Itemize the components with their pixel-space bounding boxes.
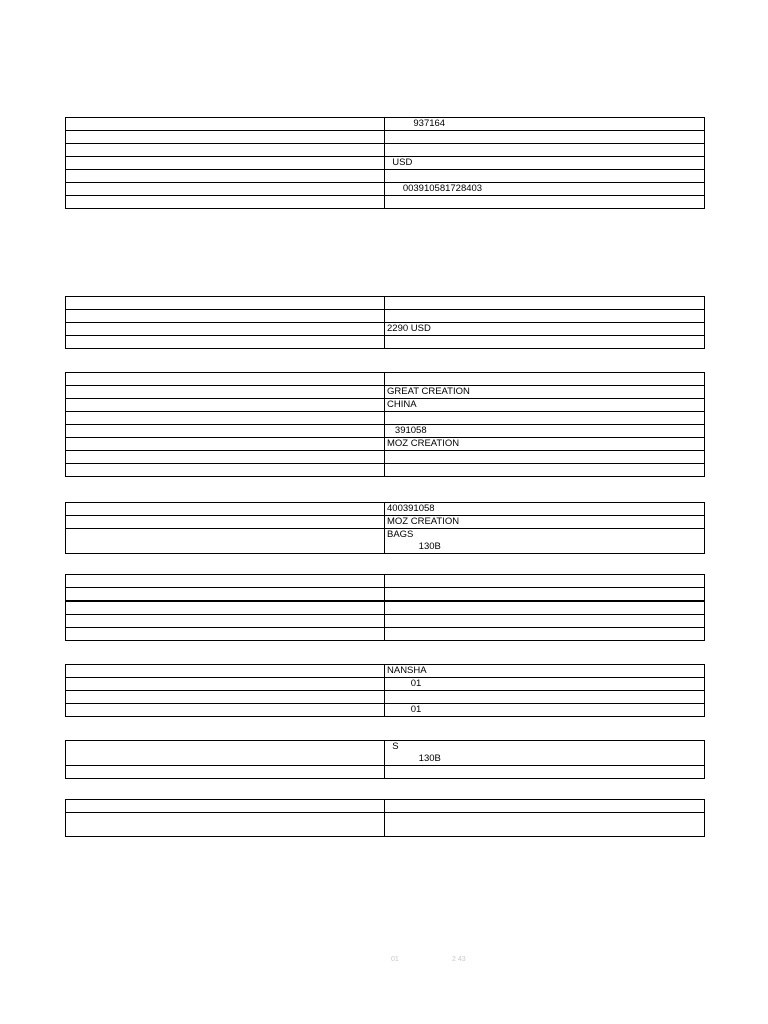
code-value: 391058 <box>385 425 705 438</box>
blank-label <box>66 615 385 628</box>
parties-label <box>66 451 385 464</box>
parties-label <box>66 438 385 451</box>
footer-left-text: 01 <box>391 956 399 963</box>
amount-label <box>66 297 385 310</box>
header-label <box>66 131 385 144</box>
final-value <box>385 813 705 837</box>
parties-label <box>66 464 385 477</box>
company-name-value: MOZ CREATION <box>385 516 705 529</box>
port-label <box>66 678 385 691</box>
blank-table <box>65 574 705 641</box>
amount-value <box>385 310 705 323</box>
amount-table <box>65 296 705 349</box>
blank-value <box>385 588 705 602</box>
parties-value <box>385 373 705 386</box>
size-extra-value <box>385 766 705 779</box>
parties-label <box>66 412 385 425</box>
header-value <box>385 144 705 157</box>
header-label <box>66 144 385 157</box>
final-label <box>66 800 385 813</box>
consignee-name-value: MOZ CREATION <box>385 438 705 451</box>
total-amount-value: 2290 USD <box>385 323 705 336</box>
amount-label <box>66 323 385 336</box>
port-code-value: 01 <box>385 678 705 691</box>
blank-value <box>385 601 705 615</box>
header-value: 937164 <box>385 118 705 131</box>
size-label <box>66 766 385 779</box>
port-code-value: 01 <box>385 704 705 717</box>
final-value <box>385 800 705 813</box>
blank-label <box>66 588 385 602</box>
final-table <box>65 799 705 837</box>
parties-value <box>385 412 705 425</box>
amount-value <box>385 336 705 349</box>
goods-label <box>66 529 385 554</box>
goods-label <box>66 503 385 516</box>
goods-description-value: BAGS 130B <box>385 529 705 554</box>
size-table <box>65 740 705 779</box>
port-label <box>66 704 385 717</box>
blank-value <box>385 628 705 641</box>
account-number-value: 400391058 <box>385 503 705 516</box>
amount-label <box>66 310 385 323</box>
port-label <box>66 665 385 678</box>
header-label <box>66 118 385 131</box>
port-name-value: NANSHA <box>385 665 705 678</box>
header-label <box>66 196 385 209</box>
port-label <box>66 691 385 704</box>
final-label <box>66 813 385 837</box>
header-value <box>385 170 705 183</box>
header-label <box>66 157 385 170</box>
header-label <box>66 170 385 183</box>
port-value <box>385 691 705 704</box>
size-value: S 130B <box>385 741 705 766</box>
port-table <box>65 664 705 717</box>
header-value <box>385 131 705 144</box>
header-table <box>65 117 705 209</box>
parties-label <box>66 425 385 438</box>
parties-label <box>66 373 385 386</box>
country-value: CHINA <box>385 399 705 412</box>
blank-label <box>66 601 385 615</box>
parties-label <box>66 399 385 412</box>
header-value <box>385 196 705 209</box>
goods-label <box>66 516 385 529</box>
blank-value <box>385 575 705 588</box>
footer-right-text: 2 43 <box>452 956 466 963</box>
goods-table <box>65 502 705 554</box>
parties-value <box>385 464 705 477</box>
parties-label <box>66 386 385 399</box>
parties-value <box>385 451 705 464</box>
shipper-name-value: GREAT CREATION <box>385 386 705 399</box>
currency-value: USD <box>385 157 705 170</box>
reference-number-value: 003910581728403 <box>385 183 705 196</box>
blank-value <box>385 615 705 628</box>
header-label <box>66 183 385 196</box>
blank-label <box>66 628 385 641</box>
amount-value <box>385 297 705 310</box>
amount-label <box>66 336 385 349</box>
size-label <box>66 741 385 766</box>
blank-label <box>66 575 385 588</box>
parties-table <box>65 372 705 477</box>
